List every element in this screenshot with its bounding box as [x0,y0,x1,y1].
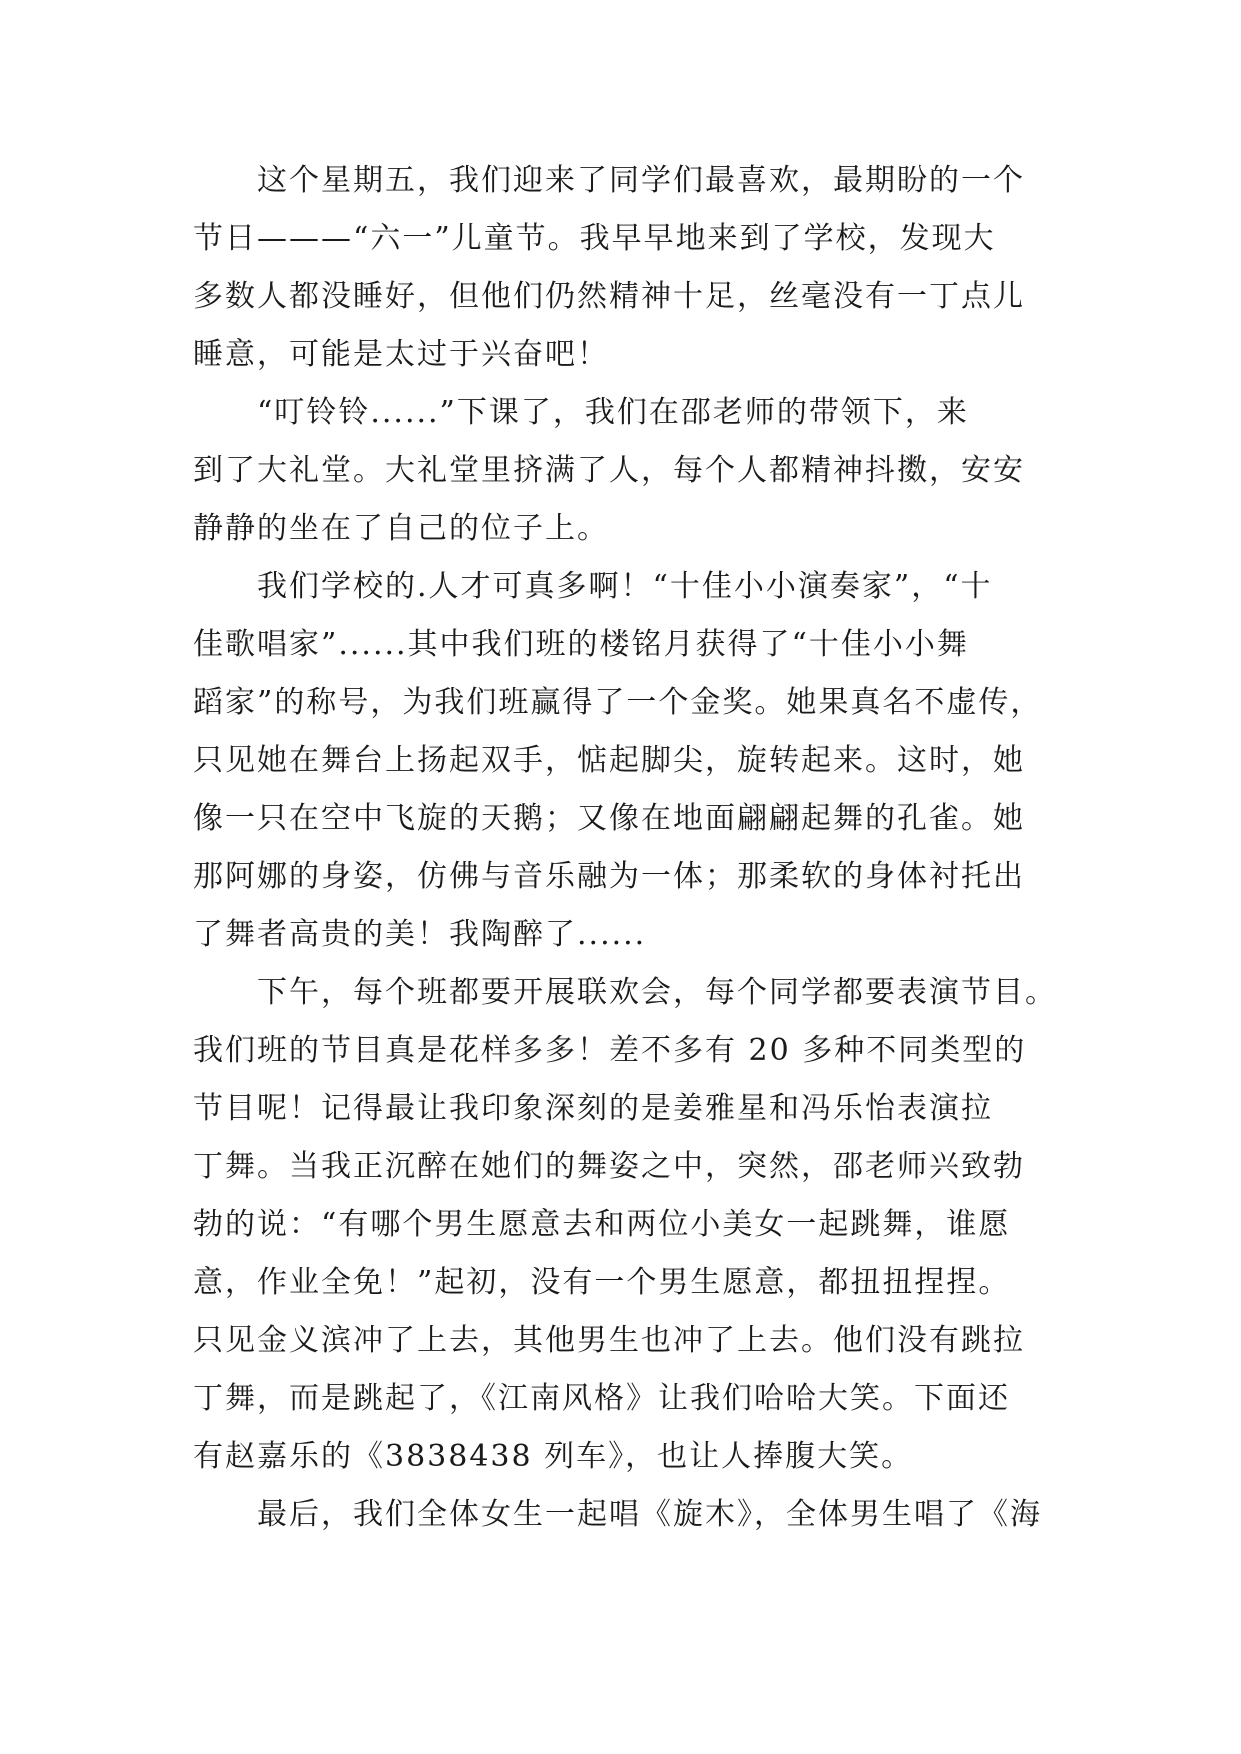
text-line: 有赵嘉乐的《3838438 列车》，也让人捧腹大笑。 [193,1439,914,1474]
text-line: 像一只在空中飞旋的天鹅；又像在地面翩翩起舞的孔雀。她 [193,801,1025,836]
text-line: 我们班的节目真是花样多多！差不多有 20 多种不同类型的 [193,1033,1027,1068]
text-line: 节日———“六一”儿童节。我早早地来到了学校，发现大 [193,221,996,256]
text-line: 那阿娜的身姿，仿佛与音乐融为一体；那柔软的身体衬托出 [193,859,1025,894]
text-line: 佳歌唱家”......其中我们班的楼铭月获得了“十佳小小舞 [193,627,969,662]
text-line: 只见金义滨冲了上去，其他男生也冲了上去。他们没有跳拉 [193,1323,1025,1358]
text-line: 只见她在舞台上扬起双手，惦起脚尖，旋转起来。这时，她 [193,743,1025,778]
document-body [193,152,1057,1544]
text-line: 丁舞。当我正沉醉在她们的舞姿之中，突然，邵老师兴致勃 [193,1149,1025,1184]
text-line: 多数人都没睡好，但他们仍然精神十足，丝毫没有一丁点儿 [193,279,1025,314]
text-line: 丁舞，而是跳起了，《江南风格》让我们哈哈大笑。下面还 [193,1381,1010,1416]
paragraph-first-line: 下午，每个班都要开展联欢会，每个同学都要表演节目。 [257,975,1057,1010]
paragraph-first-line: “叮铃铃......”下课了，我们在邵老师的带领下，来 [257,395,969,430]
text-line: 了舞者高贵的美！我陶醉了...... [193,917,647,952]
paragraph-first-line: 这个星期五，我们迎来了同学们最喜欢，最期盼的一个 [257,163,1025,198]
paragraph-first-line: 我们学校的.人才可真多啊！“十佳小小演奏家”，“十 [257,569,993,604]
text-line: 到了大礼堂。大礼堂里挤满了人，每个人都精神抖擞，安安 [193,453,1025,488]
text-line: 意，作业全免！”起初，没有一个男生愿意，都扭扭捏捏。 [193,1265,1011,1300]
text-line: 蹈家”的称号，为我们班赢得了一个金奖。她果真名不虚传， [193,685,1043,720]
text-line: 睡意，可能是太过于兴奋吧！ [193,337,609,372]
text-line: 勃的说：“有哪个男生愿意去和两位小美女一起跳舞，谁愿 [193,1207,1011,1242]
text-line: 节目呢！记得最让我印象深刻的是姜雅星和冯乐怡表演拉 [193,1091,993,1126]
paragraph-first-line: 最后，我们全体女生一起唱《旋木》，全体男生唱了《海 [257,1497,1042,1532]
text-line: 静静的坐在了自己的位子上。 [193,511,609,546]
